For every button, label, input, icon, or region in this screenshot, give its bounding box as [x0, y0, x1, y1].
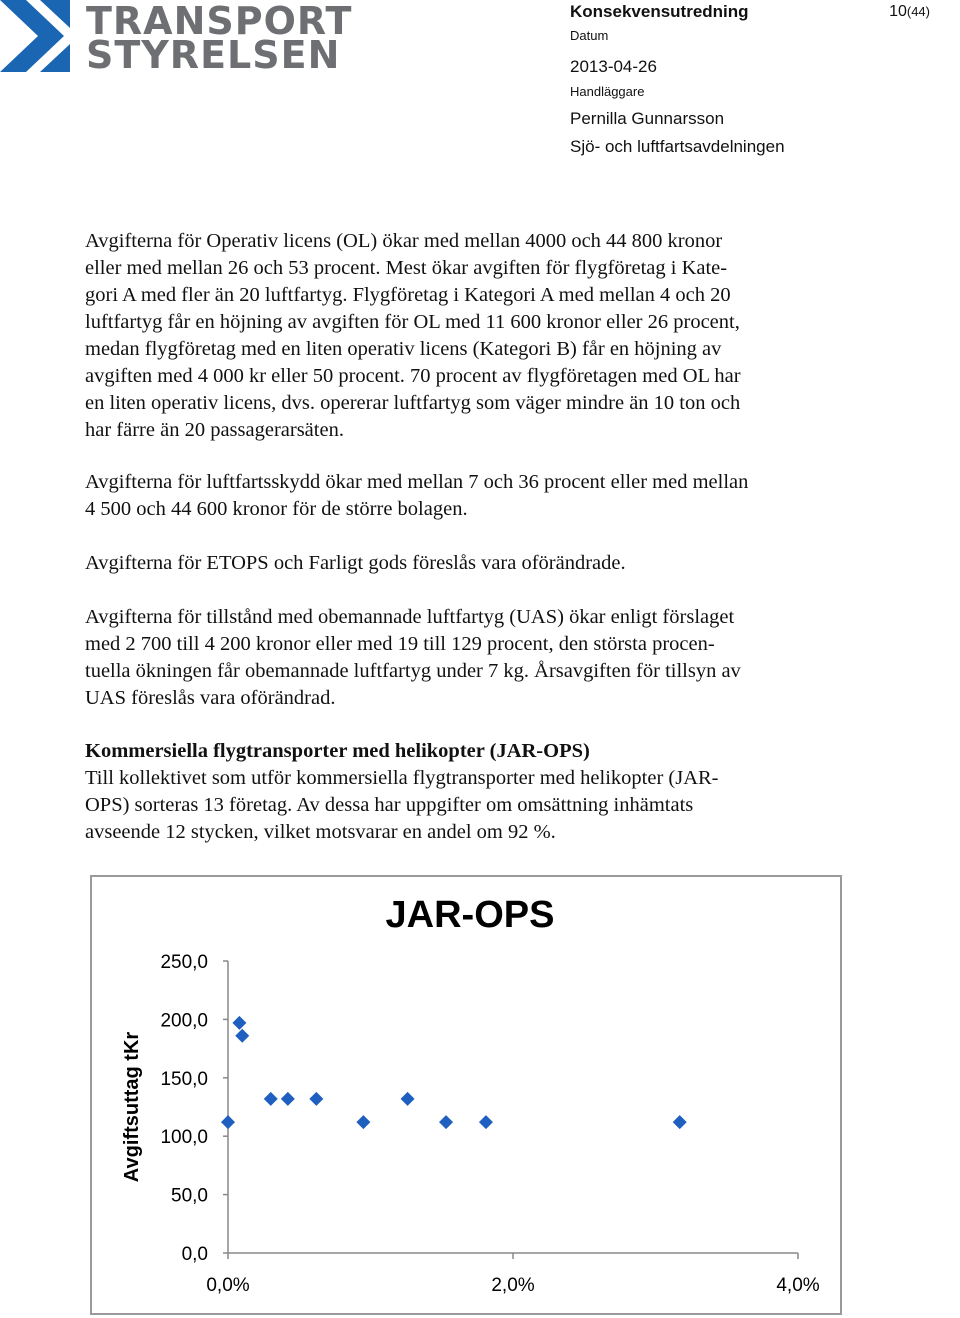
- data-point: [281, 1092, 295, 1106]
- text-line: Avgifterna för ETOPS och Farligt gods föreslås vara oförändrade.: [85, 552, 626, 574]
- date-value: 2013-04-26: [570, 57, 657, 76]
- data-points: [221, 1016, 687, 1129]
- chart-title: JAR-OPS: [385, 894, 555, 936]
- data-point: [264, 1092, 278, 1106]
- data-point: [401, 1092, 415, 1106]
- document-type: Konsekvensutredning: [570, 2, 749, 21]
- x-ticks: [206, 1253, 819, 1296]
- page-total: (44): [906, 4, 930, 19]
- paragraph-luftfartsskydd: [85, 469, 855, 523]
- jar-ops-chart: [90, 875, 842, 1315]
- data-point: [309, 1092, 323, 1106]
- transportstyrelsen-logo: [0, 0, 353, 77]
- page-current: 10: [889, 3, 907, 20]
- y-tick-label: 200,0: [160, 1010, 208, 1032]
- text-line: Avgifterna för tillstånd med obemannade luftfartyg (UAS) ökar enligt förslaget: [85, 606, 735, 628]
- text-line: Avgifterna för luftfartsskydd ökar med mellan 7 och 36 procent eller med mellan: [85, 471, 749, 493]
- section-heading: Kommersiella flygtransporter med helikopter (JAR-OPS): [85, 740, 590, 762]
- paragraph-etops: [85, 550, 855, 577]
- y-tick-label: 100,0: [160, 1127, 208, 1149]
- logo-text-line2: STYRELSEN: [86, 33, 341, 77]
- text-line: tuella ökningen får obemannade luftfartyg under 7 kg. Årsavgiften för tillsyn av: [85, 660, 741, 682]
- page-number: [889, 3, 930, 21]
- text-line: avgiften med 4 000 kr eller 50 procent. 70 procent av flygföretagen med OL har: [85, 365, 741, 387]
- text-line: OPS) sorteras 13 företag. Av dessa har uppgifter om omsättning inhämtats: [85, 794, 694, 816]
- text-line: med 2 700 till 4 200 kronor eller med 19 till 129 procent, den största procen-: [85, 633, 715, 655]
- data-point: [439, 1115, 453, 1129]
- data-point: [221, 1115, 235, 1129]
- handler-name: Pernilla Gunnarsson: [570, 109, 725, 128]
- paragraph-uas: [85, 604, 855, 712]
- y-ticks: [160, 952, 228, 1265]
- y-tick-label: 0,0: [181, 1244, 208, 1265]
- section-jar-ops: [85, 738, 855, 846]
- handler-label: Handläggare: [570, 84, 645, 99]
- data-point: [235, 1029, 249, 1043]
- logo-text-line1: TRANSPORT: [86, 0, 353, 43]
- data-point: [673, 1115, 687, 1129]
- logo-mark-icon: [0, 0, 80, 72]
- date-label: Datum: [570, 28, 609, 43]
- text-line: avseende 12 stycken, vilket motsvarar en andel om 92 %.: [85, 821, 556, 843]
- x-tick-label: 0,0%: [206, 1275, 250, 1296]
- data-point: [356, 1115, 370, 1129]
- text-line: luftfartyg får en höjning av avgiften för OL med 11 600 kronor eller 26 procent,: [85, 311, 740, 333]
- text-line: 4 500 och 44 600 kronor för de större bolagen.: [85, 498, 468, 520]
- department: Sjö- och luftfartsavdelningen: [570, 137, 785, 156]
- text-line: medan flygföretag med en liten operativ licens (Kategori B) får en höjning av: [85, 338, 722, 360]
- text-line: en liten operativ licens, dvs. opererar luftfartyg som väger mindre än 10 ton och: [85, 392, 741, 414]
- paragraph-operativ-licens: [85, 228, 855, 444]
- y-axis-label: Avgiftsuttag tKr: [121, 1031, 143, 1183]
- y-tick-label: 50,0: [171, 1185, 208, 1207]
- text-line: Till kollektivet som utför kommersiella flygtransporter med helikopter (JAR-: [85, 767, 719, 789]
- text-line: UAS föreslås vara oförändrad.: [85, 687, 336, 709]
- jar-ops-scatter-plot: [92, 877, 840, 1313]
- x-tick-label: 2,0%: [491, 1275, 535, 1296]
- x-tick-label: 4,0%: [776, 1275, 820, 1296]
- text-line: eller med mellan 26 och 53 procent. Mest ökar avgiften för flygföretag i Kate-: [85, 257, 728, 279]
- y-tick-label: 150,0: [160, 1068, 208, 1090]
- data-point: [232, 1016, 246, 1030]
- text-line: gori A med fler än 20 luftfartyg. Flygföretag i Kategori A med mellan 4 och 20: [85, 284, 731, 306]
- text-line: har färre än 20 passagerarsäten.: [85, 419, 344, 441]
- y-tick-label: 250,0: [160, 952, 208, 973]
- data-point: [479, 1115, 493, 1129]
- text-line: Avgifterna för Operativ licens (OL) ökar med mellan 4000 och 44 800 kronor: [85, 230, 723, 252]
